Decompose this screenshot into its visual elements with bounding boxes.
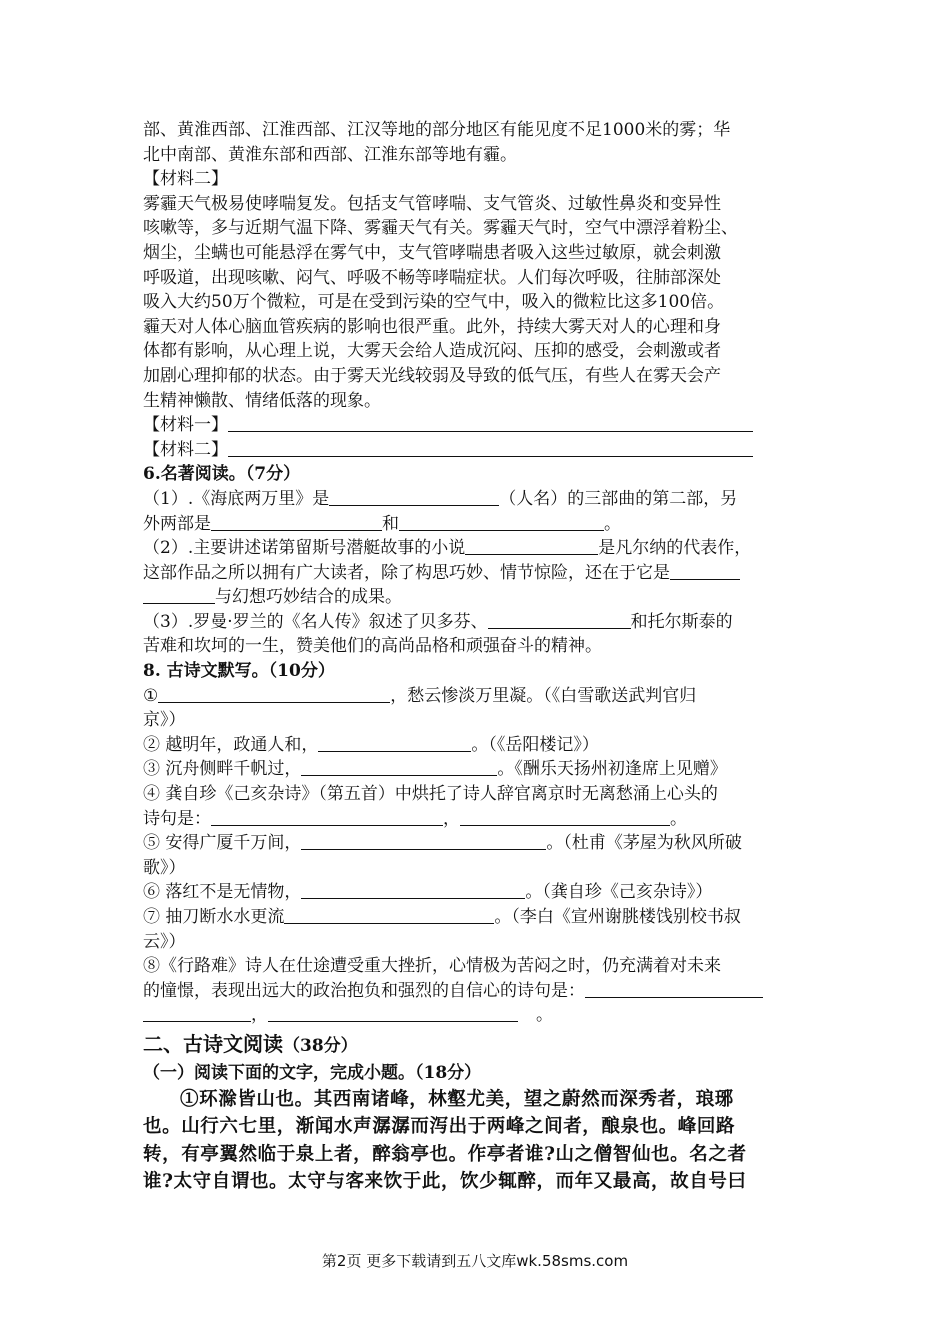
q6-text: （人名）的三部曲的第二部，另 <box>499 488 738 509</box>
q8-item-5-cont: 歌》） <box>143 857 186 878</box>
q8-heading: 8. 古诗文默写。（10分） <box>143 661 335 682</box>
q6-line-2 <box>143 512 823 537</box>
q8-item-6 <box>143 880 823 905</box>
q8-item-1 <box>143 684 823 709</box>
q8-text: ⑤ 安得广厦千万间， <box>143 833 302 854</box>
q6-blank-novel[interactable] <box>465 537 598 555</box>
page-content <box>143 118 823 1196</box>
material2-line-9: 生精神懒散、情绪低落的现象。 <box>143 390 381 411</box>
q6-line-3 <box>143 536 823 561</box>
q6-line-6 <box>143 610 823 635</box>
material2-line-4: 呼吸道，出现咳嗽、闷气、呼吸不畅等哮喘症状。人们每次呼吸，往肺部深处 <box>143 267 721 288</box>
q6-text: 外两部是 <box>143 513 211 534</box>
classical-text-line-1: ①环滁皆山也。其西南诸峰，林壑尤美，望之蔚然而深秀者，琅琊 <box>180 1088 734 1110</box>
material1-line-2: 北中南部、黄淮东部和西部、江淮东部等地有霾。 <box>143 144 517 165</box>
section2-score: （38分） <box>283 1035 358 1056</box>
q6-text: 这部作品之所以拥有广大读者，除了构思巧妙、情节惊险，还在于它是 <box>143 562 670 583</box>
q8-item-8-end <box>143 1003 823 1028</box>
q6-text: 与幻想巧妙结合的成果。 <box>215 587 402 608</box>
q6-blank-book-1[interactable] <box>211 513 382 531</box>
material2-line-2: 咳嗽等，多与近期气温下降、雾霾天气有关。雾霾天气时，空气中漂浮着粉尘、 <box>143 218 738 239</box>
q8-text: 。 <box>536 1005 553 1026</box>
answer-blank-material2[interactable] <box>228 439 753 457</box>
q8-blank-4a[interactable] <box>211 808 443 826</box>
q8-item-7-cont: 云》） <box>143 931 186 952</box>
q6-line-1 <box>143 487 823 512</box>
q8-item-1-cont: 京》） <box>143 710 186 731</box>
q8-item-7 <box>143 905 823 930</box>
q8-text: 。 <box>670 808 687 829</box>
classical-text-line-3: 转，有亭翼然临于泉上者，醉翁亭也。作亭者谁?山之僧智仙也。名之者 <box>143 1143 747 1165</box>
q8-blank-7[interactable] <box>284 906 494 924</box>
classical-text-line-2: 也。山行六七里，渐闻水声潺潺而泻出于两峰之间者，酿泉也。峰回路 <box>143 1116 736 1138</box>
q8-text: 。（《岳阳楼记》） <box>471 734 599 755</box>
answer-label-material1: 【材料一】 <box>143 415 228 436</box>
material2-line-3: 烟尘，尘螨也可能悬浮在雾气中，支气管哮喘患者吸入这些过敏原，就会刺激 <box>143 242 721 263</box>
q6-blank-reason-b[interactable] <box>143 586 215 604</box>
q8-text: 。《酬乐天扬州初逢席上见赠》 <box>497 759 727 780</box>
q6-blank-book-2[interactable] <box>399 513 604 531</box>
q8-text: ① <box>143 685 159 706</box>
q8-text: 。（李白《宣州谢朓楼饯别校书叔 <box>494 907 741 927</box>
q6-blank-author[interactable] <box>329 488 499 506</box>
q8-blank-3[interactable] <box>301 758 497 776</box>
q6-blank-person[interactable] <box>488 611 631 629</box>
q8-text: 。（龚自珍《己亥杂诗》） <box>525 882 713 903</box>
answer-line-material1 <box>143 413 823 438</box>
q8-item-5 <box>143 831 823 856</box>
material2-line-8: 加剧心理抑郁的状态。由于雾天光线较弱及导致的低气压，有些人在雾天会产 <box>143 365 721 386</box>
q8-blank-8b[interactable] <box>143 1004 251 1022</box>
q8-item-8-cont <box>143 979 823 1004</box>
q8-item-4-cont <box>143 807 823 832</box>
answer-label-material2: 【材料二】 <box>143 439 228 460</box>
q6-line-4 <box>143 561 823 586</box>
q8-text: ，愁云惨淡万里凝。（《白雪歌送武判官归 <box>390 685 697 706</box>
q8-text: ⑥ 落红不是无情物， <box>143 882 302 903</box>
q8-item-8: ⑧《行路难》诗人在仕途遭受重大挫折，心情极为苦闷之时，仍充满着对未来 <box>143 956 721 977</box>
q8-blank-4b[interactable] <box>460 808 670 826</box>
page-footer: 第2页 更多下载请到五八文库wk.58sms.com <box>321 1252 629 1270</box>
section2-title: 二、古诗文阅读 <box>143 1031 283 1056</box>
q8-text: ， <box>251 1005 268 1026</box>
q6-line-5 <box>143 585 823 610</box>
q6-text: 是凡尔纳的代表作， <box>598 538 752 559</box>
q6-blank-reason-a[interactable] <box>670 562 740 580</box>
q8-item-2 <box>143 733 823 758</box>
q6-text: 和托尔斯泰的 <box>630 611 733 632</box>
q8-text: ⑦ 抽刀断水水更流 <box>143 907 285 927</box>
material2-heading: 【材料二】 <box>143 169 228 190</box>
section2-subheading: （一）阅读下面的文字，完成小题。（18分） <box>143 1062 482 1083</box>
material2-line-1: 雾霾天气极易使哮喘复发。包括支气管哮喘、支气管炎、过敏性鼻炎和变异性 <box>143 193 721 214</box>
q8-text: ③ 沉舟侧畔千帆过， <box>143 759 302 780</box>
q6-text: 。 <box>604 513 621 534</box>
q6-heading: 6.名著阅读。（7分） <box>143 464 301 485</box>
answer-blank-material1[interactable] <box>228 414 753 432</box>
q8-blank-8c[interactable] <box>268 1004 518 1022</box>
q8-text: 诗句是： <box>143 808 211 829</box>
q8-text: 的憧憬，表现出远大的政治抱负和强烈的自信心的诗句是： <box>143 980 585 1001</box>
material1-line-1: 部、黄淮西部、江淮西部、江汉等地的部分地区有能见度不足1000米的雾；华 <box>143 120 731 140</box>
material2-line-6: 霾天对人体心脑血管疾病的影响也很严重。此外，持续大雾天对人的心理和身 <box>143 316 721 337</box>
q8-blank-8a[interactable] <box>585 980 763 998</box>
q8-text: ② 越明年，政通人和， <box>143 734 319 755</box>
answer-line-material2 <box>143 438 823 463</box>
q8-text: 。（杜甫《茅屋为秋风所破 <box>546 833 742 854</box>
classical-text-line-4: 谁?太守自谓也。太守与客来饮于此，饮少辄醉，而年又最高，故自号曰 <box>143 1171 747 1193</box>
q6-text: 和 <box>382 513 399 534</box>
q6-text: （2）.主要讲述诺第留斯号潜艇故事的小说 <box>143 538 466 559</box>
q8-item-3 <box>143 757 823 782</box>
q8-blank-1[interactable] <box>158 685 390 703</box>
q8-item-4: ④ 龚自珍《己亥杂诗》（第五首）中烘托了诗人辞官离京时无离愁涌上心头的 <box>143 784 718 805</box>
q6-text: （1）.《海底两万里》是 <box>143 488 330 509</box>
q6-text: （3）.罗曼·罗兰的《名人传》叙述了贝多芬、 <box>143 611 488 632</box>
q8-blank-5[interactable] <box>301 832 546 850</box>
q8-blank-6[interactable] <box>301 881 525 899</box>
material2-line-5: 吸入大约50万个微粒，可是在受到污染的空气中，吸入的微粒比这多100倍。 <box>143 292 725 313</box>
q6-line-7: 苦难和坎坷的一生，赞美他们的高尚品格和顽强奋斗的精神。 <box>143 636 602 657</box>
q8-blank-2[interactable] <box>318 734 471 752</box>
section2-heading <box>143 1029 823 1061</box>
material2-line-7: 体都有影响，从心理上说，大雾天会给人造成沉闷、压抑的感受，会刺激或者 <box>143 341 721 362</box>
q8-text: ， <box>443 808 460 829</box>
